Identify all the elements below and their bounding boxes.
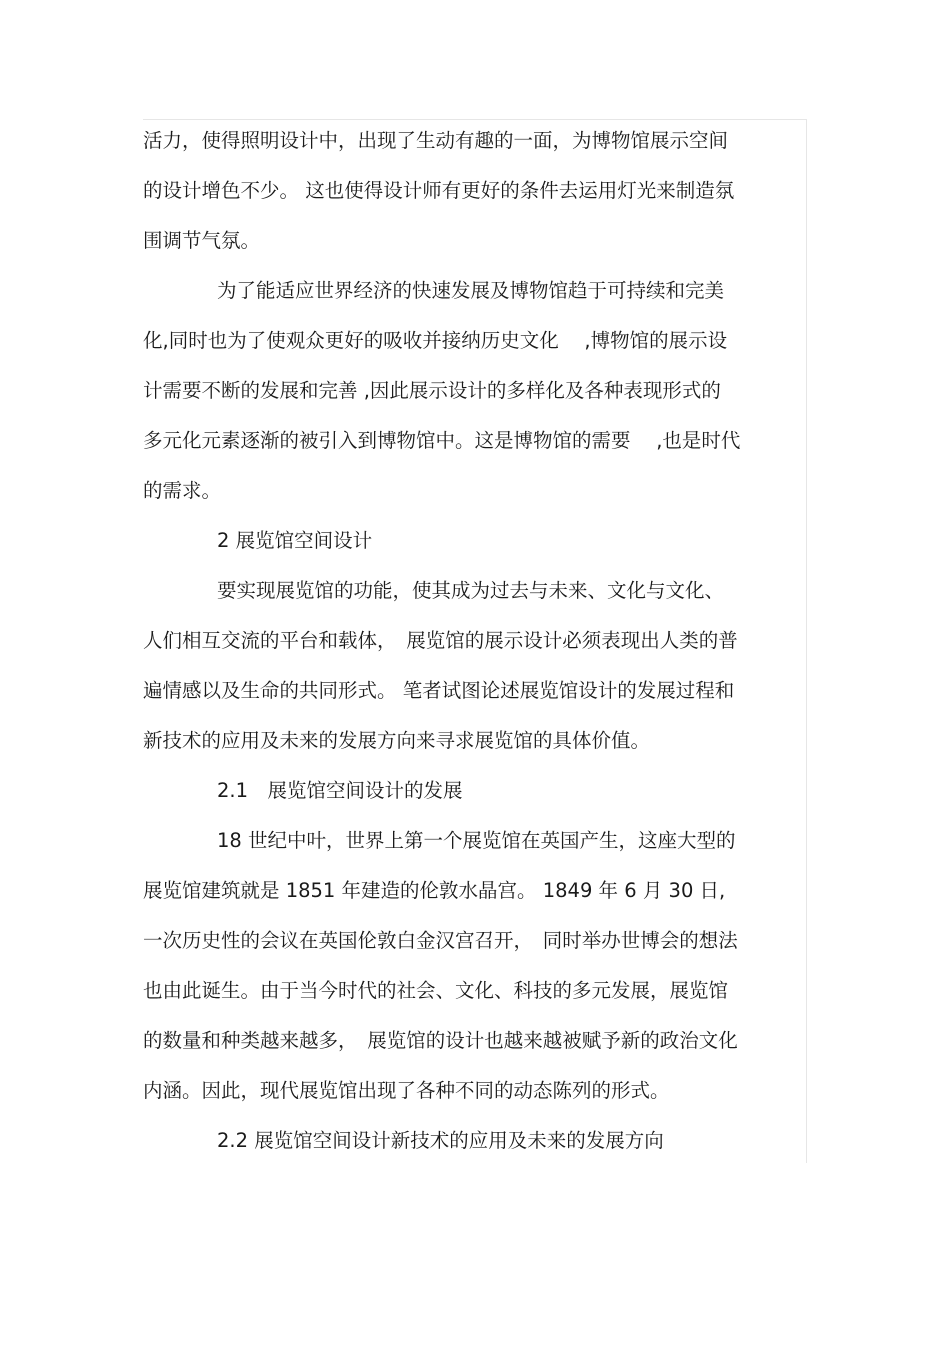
text-line: 新技术的应用及未来的发展方向来寻求展览馆的具体价值。 [143, 729, 651, 752]
paragraph-first-line: 要实现展览馆的功能，使其成为过去与未来、文化与文化、 [217, 579, 725, 602]
subsection-heading: 2.2 展览馆空间设计新技术的应用及未来的发展方向 [217, 1129, 664, 1152]
text-line: 也由此诞生。由于当今时代的社会、文化、科技的多元发展，展览馆 [143, 979, 729, 1002]
text-line: 的设计增色不少。 这也使得设计师有更好的条件去运用灯光来制造氛 [143, 179, 735, 202]
subsection-heading: 2.1 展览馆空间设计的发展 [217, 779, 463, 802]
text-line: 遍情感以及生命的共同形式。 笔者试图论述展览馆设计的发展过程和 [143, 679, 735, 702]
text-line: 的需求。 [143, 479, 222, 502]
text-line: 的数量和种类越来越多， 展览馆的设计也越来越被赋予新的政治文化 [143, 1029, 738, 1052]
section-heading: 2 展览馆空间设计 [217, 529, 373, 552]
text-line: 活力，使得照明设计中，出现了生动有趣的一面，为博物馆展示空间 [143, 129, 729, 152]
text-line: 一次历史性的会议在英国伦敦白金汉宫召开， 同时举办世博会的想法 [143, 929, 738, 952]
text-line: 多元化元素逐渐的被引入到博物馆中。这是博物馆的需要 ,也是时代 [143, 429, 741, 452]
text-line: 展览馆建筑就是 1851 年建造的伦敦水晶宫。 1849 年 6 月 30 日, [143, 879, 726, 902]
text-line: 计需要不断的发展和完善 ,因此展示设计的多样化及各种表现形式的 [143, 379, 721, 402]
text-line: 围调节气氛。 [143, 229, 261, 252]
text-line: 人们相互交流的平台和载体， 展览馆的展示设计必须表现出人类的普 [143, 629, 738, 652]
text-line: 化,同时也为了使观众更好的吸收并接纳历史文化 ,博物馆的展示设 [143, 329, 728, 352]
paragraph-first-line: 18 世纪中叶，世界上第一个展览馆在英国产生，这座大型的 [217, 829, 736, 852]
paragraph-first-line: 为了能适应世界经济的快速发展及博物馆趋于可持续和完美 [217, 279, 725, 302]
text-line: 内涵。因此，现代展览馆出现了各种不同的动态陈列的形式。 [143, 1079, 670, 1102]
